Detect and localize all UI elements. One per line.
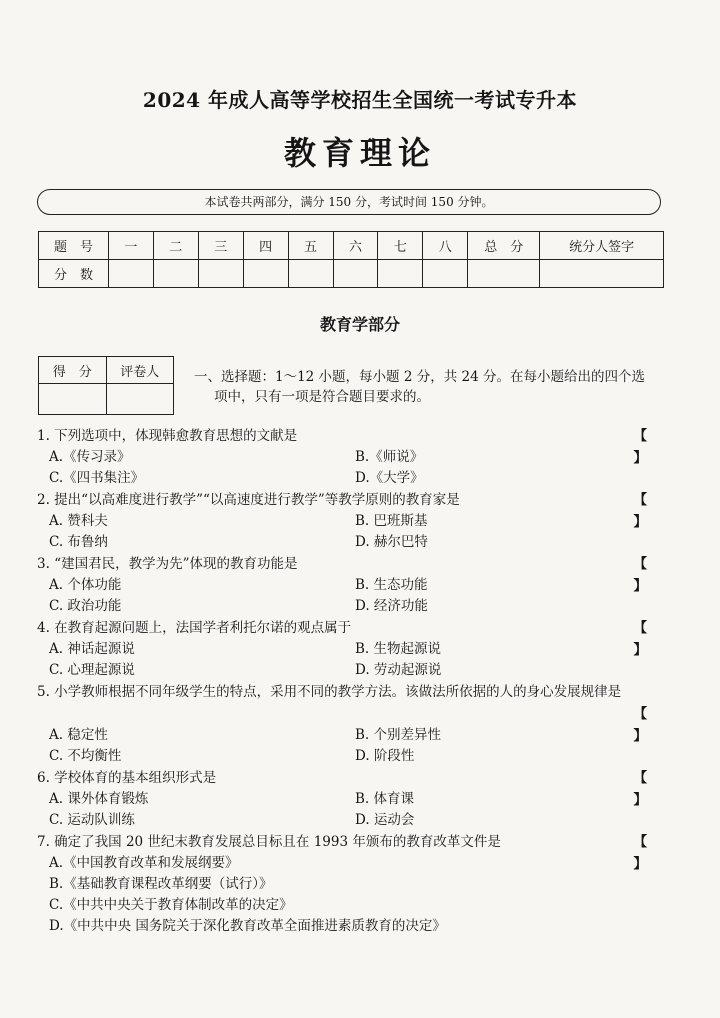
- option: C.《中共中央关于教育体制改革的决定》: [49, 897, 293, 913]
- option: C. 运动队训练: [49, 812, 135, 828]
- question-stem: 6. 学校体育的基本组织形式是: [37, 770, 217, 786]
- question-item: [37, 767, 667, 831]
- score-value-row: [39, 260, 664, 288]
- question-item: [37, 553, 667, 617]
- option: B. 个别差异性: [355, 727, 442, 743]
- score-blank-cell: [468, 260, 540, 288]
- answer-bracket[interactable]: 【 】: [633, 706, 667, 744]
- question-stem: 4. 在教育起源问题上，法国学者利托尔诺的观点属于: [37, 620, 352, 636]
- exam-notice: 本试卷共两部分，满分 150 分，考试时间 150 分钟。: [37, 189, 661, 215]
- score-header-cell: 统分人签字: [540, 232, 664, 260]
- grader-box: [38, 356, 174, 415]
- question-item: [37, 617, 667, 681]
- option: A. 赞科夫: [49, 513, 108, 529]
- option: C.《四书集注》: [49, 470, 145, 486]
- option: B. 巴班斯基: [355, 513, 428, 529]
- option: A. 稳定性: [49, 727, 108, 743]
- question-stem: 7. 确定了我国 20 世纪末教育发展总目标且在 1993 年颁布的教育改革文件是: [37, 834, 501, 850]
- answer-bracket[interactable]: 【 】: [633, 620, 667, 658]
- question-list: [37, 425, 667, 937]
- option: C. 布鲁纳: [49, 534, 108, 550]
- score-header-cell: 六: [333, 232, 378, 260]
- score-header-cell: 一: [108, 232, 153, 260]
- score-header-cell: 二: [153, 232, 198, 260]
- section-instructions: [194, 367, 664, 407]
- score-row-label: 分 数: [39, 260, 109, 288]
- score-blank-cell: [153, 260, 198, 288]
- option: B.《基础教育课程改革纲要（试行）》: [49, 876, 273, 892]
- option: C. 政治功能: [49, 598, 122, 614]
- question-stem: 3. “建国君民，教学为先”体现的教育功能是: [37, 556, 298, 572]
- question-stem: 5. 小学教师根据不同年级学生的特点，采用不同的教学方法。该做法所依据的人的身心发展规律是: [37, 684, 622, 700]
- answer-bracket[interactable]: 【 】: [633, 556, 667, 594]
- score-blank-cell: [378, 260, 423, 288]
- option: C. 心理起源说: [49, 662, 135, 678]
- option: D. 经济功能: [355, 598, 428, 614]
- instructions-line: 项中，只有一项是符合题目要求的。: [214, 389, 430, 405]
- answer-bracket[interactable]: 【 】: [633, 428, 667, 466]
- score-blank-cell: [288, 260, 333, 288]
- score-blank: [39, 384, 107, 415]
- score-header-cell: 五: [288, 232, 333, 260]
- section-title: 教育学部分: [319, 315, 400, 334]
- question-item: [37, 681, 667, 767]
- option: A.《中国教育改革和发展纲要》: [49, 855, 239, 871]
- question-item: [37, 489, 667, 553]
- score-header-cell: 七: [378, 232, 423, 260]
- reviewer-label: 评卷人: [106, 357, 174, 384]
- option: B.《师说》: [355, 449, 424, 465]
- score-blank-cell: [423, 260, 468, 288]
- score-header-cell: 题 号: [39, 232, 109, 260]
- reviewer-blank: [106, 384, 174, 415]
- score-label: 得 分: [39, 357, 107, 384]
- score-header-cell: 八: [423, 232, 468, 260]
- question-item: [37, 425, 667, 489]
- option: D. 赫尔巴特: [355, 534, 428, 550]
- option: B. 体育课: [355, 791, 415, 807]
- score-blank-cell: [198, 260, 243, 288]
- option: D. 阶段性: [355, 748, 415, 764]
- score-blank-cell: [108, 260, 153, 288]
- score-table: [38, 231, 664, 288]
- question-stem: 1. 下列选项中，体现韩愈教育思想的文献是: [37, 428, 298, 444]
- option: D.《大学》: [355, 470, 424, 486]
- option: D. 运动会: [355, 812, 415, 828]
- score-header-cell: 三: [198, 232, 243, 260]
- score-header-cell: 总 分: [468, 232, 540, 260]
- subject-title: 教育理论: [283, 134, 436, 172]
- option: B. 生物起源说: [355, 641, 442, 657]
- answer-bracket[interactable]: 【 】: [633, 834, 667, 872]
- question-stem: 2. 提出“以高难度进行教学”“以高速度进行教学”等教学原则的教育家是: [37, 492, 460, 508]
- answer-bracket[interactable]: 【 】: [633, 492, 667, 530]
- instructions-line: 一、选择题：1～12 小题，每小题 2 分，共 24 分。在每小题给出的四个选: [194, 369, 645, 385]
- option: D.《中共中央 国务院关于深化教育改革全面推进素质教育的决定》: [49, 918, 446, 934]
- option: A. 个体功能: [49, 577, 122, 593]
- exam-title: 2024 年成人高等学校招生全国统一考试专升本: [142, 88, 578, 112]
- option: B. 生态功能: [355, 577, 428, 593]
- score-blank-cell: [243, 260, 288, 288]
- option: D. 劳动起源说: [355, 662, 442, 678]
- option: A.《传习录》: [49, 449, 131, 465]
- question-item: [37, 831, 667, 937]
- score-blank-cell: [540, 260, 664, 288]
- option: A. 课外体育锻炼: [49, 791, 149, 807]
- answer-bracket[interactable]: 【 】: [633, 770, 667, 808]
- option: A. 神话起源说: [49, 641, 135, 657]
- score-header-cell: 四: [243, 232, 288, 260]
- score-blank-cell: [333, 260, 378, 288]
- option: C. 不均衡性: [49, 748, 122, 764]
- score-header-row: [39, 232, 664, 260]
